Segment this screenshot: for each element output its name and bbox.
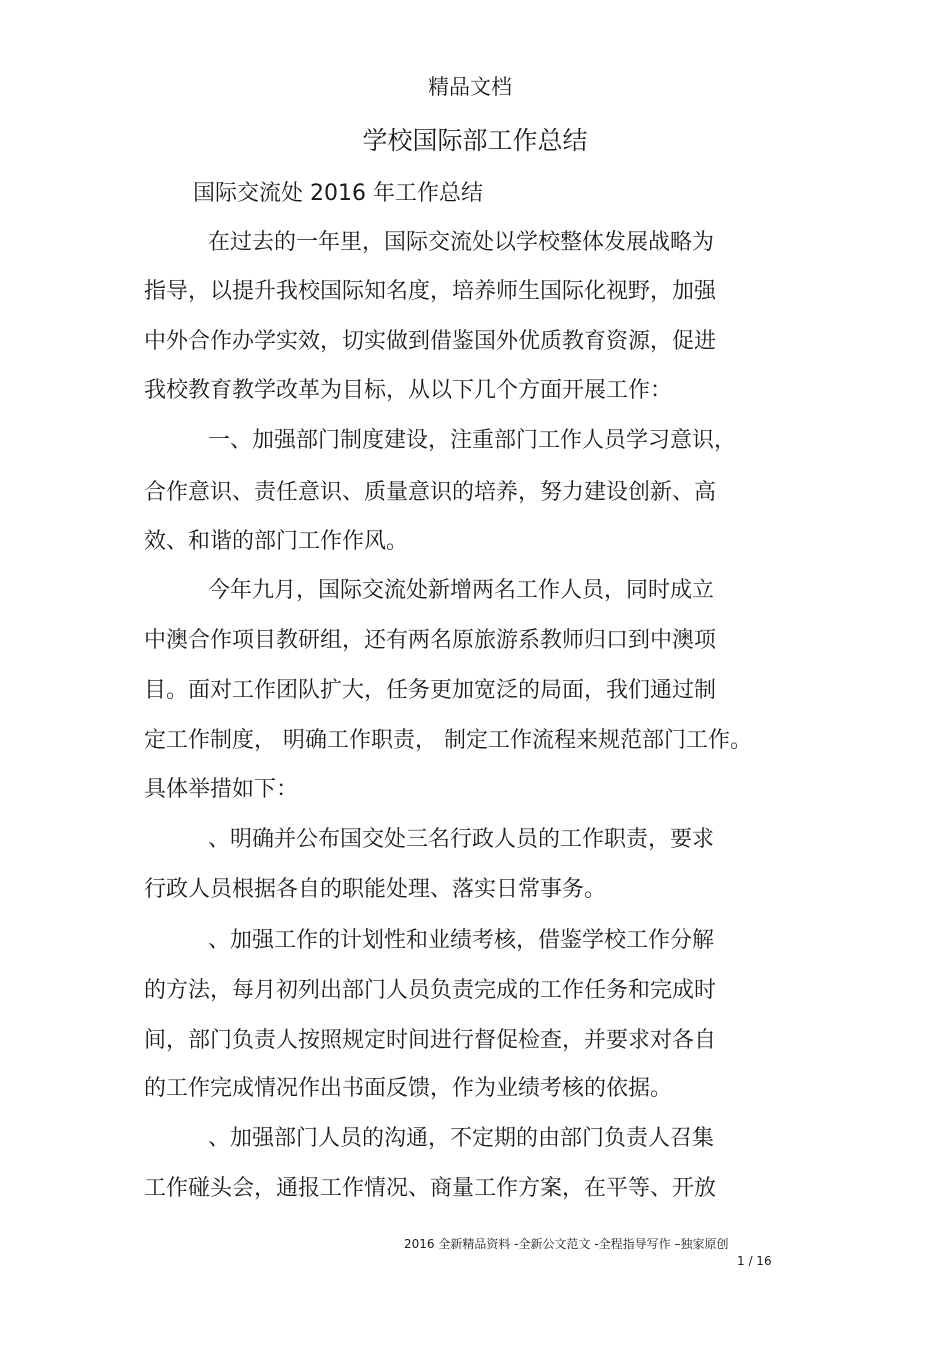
paragraph-line: 在过去的一年里，国际交流处以学校整体发展战略为 [208, 230, 715, 255]
paragraph-line: 定工作制度， 明确工作职责， 制定工作流程来规范部门工作。 [144, 728, 752, 753]
paragraph-line: 行政人员根据各自的职能处理、落实日常事务。 [144, 877, 607, 902]
document-subtitle: 国际交流处 2016 年工作总结 [193, 181, 483, 206]
document-title: 学校国际部工作总结 [362, 126, 588, 155]
paragraph-line: 今年九月，国际交流处新增两名工作人员，同时成立 [208, 578, 715, 603]
paragraph-line: 中澳合作项目教研组，还有两名原旅游系教师归口到中澳项 [144, 628, 717, 653]
paragraph-line: 目。面对工作团队扩大，任务更加宽泛的局面，我们通过制 [144, 678, 717, 703]
footer-note: 2016 全新精品资料 -全新公文范文 -全程指导写作 –独家原创 [404, 1237, 729, 1251]
paragraph-line: 我校教育教学改革为目标，从以下几个方面开展工作： [144, 378, 673, 403]
paragraph-line: 的工作完成情况作出书面反馈，作为业绩考核的依据。 [144, 1076, 673, 1101]
page-number: 1 / 16 [737, 1254, 772, 1268]
paragraph-line: 一、加强部门制度建设，注重部门工作人员学习意识， [208, 428, 737, 453]
paragraph-line: 效、和谐的部门工作作风。 [144, 529, 409, 554]
paragraph-line: 工作碰头会，通报工作情况、商量工作方案，在平等、开放 [144, 1176, 717, 1201]
paragraph-line: 的方法，每月初列出部门人员负责完成的工作任务和完成时 [144, 978, 717, 1003]
header-label: 精品文档 [428, 75, 512, 99]
paragraph-line: 合作意识、责任意识、质量意识的培养，努力建设创新、高 [144, 480, 717, 505]
paragraph-line: 中外合作办学实效，切实做到借鉴国外优质教育资源，促进 [144, 329, 717, 354]
paragraph-line: 间，部门负责人按照规定时间进行督促检查，并要求对各自 [144, 1028, 717, 1053]
paragraph-line: 指导，以提升我校国际知名度，培养师生国际化视野，加强 [144, 279, 717, 304]
paragraph-line: 具体举措如下： [144, 777, 299, 802]
paragraph-line: 、明确并公布国交处三名行政人员的工作职责，要求 [208, 827, 715, 852]
paragraph-line: 、加强工作的计划性和业绩考核，借鉴学校工作分解 [208, 928, 715, 953]
paragraph-line: 、加强部门人员的沟通，不定期的由部门负责人召集 [208, 1126, 715, 1151]
